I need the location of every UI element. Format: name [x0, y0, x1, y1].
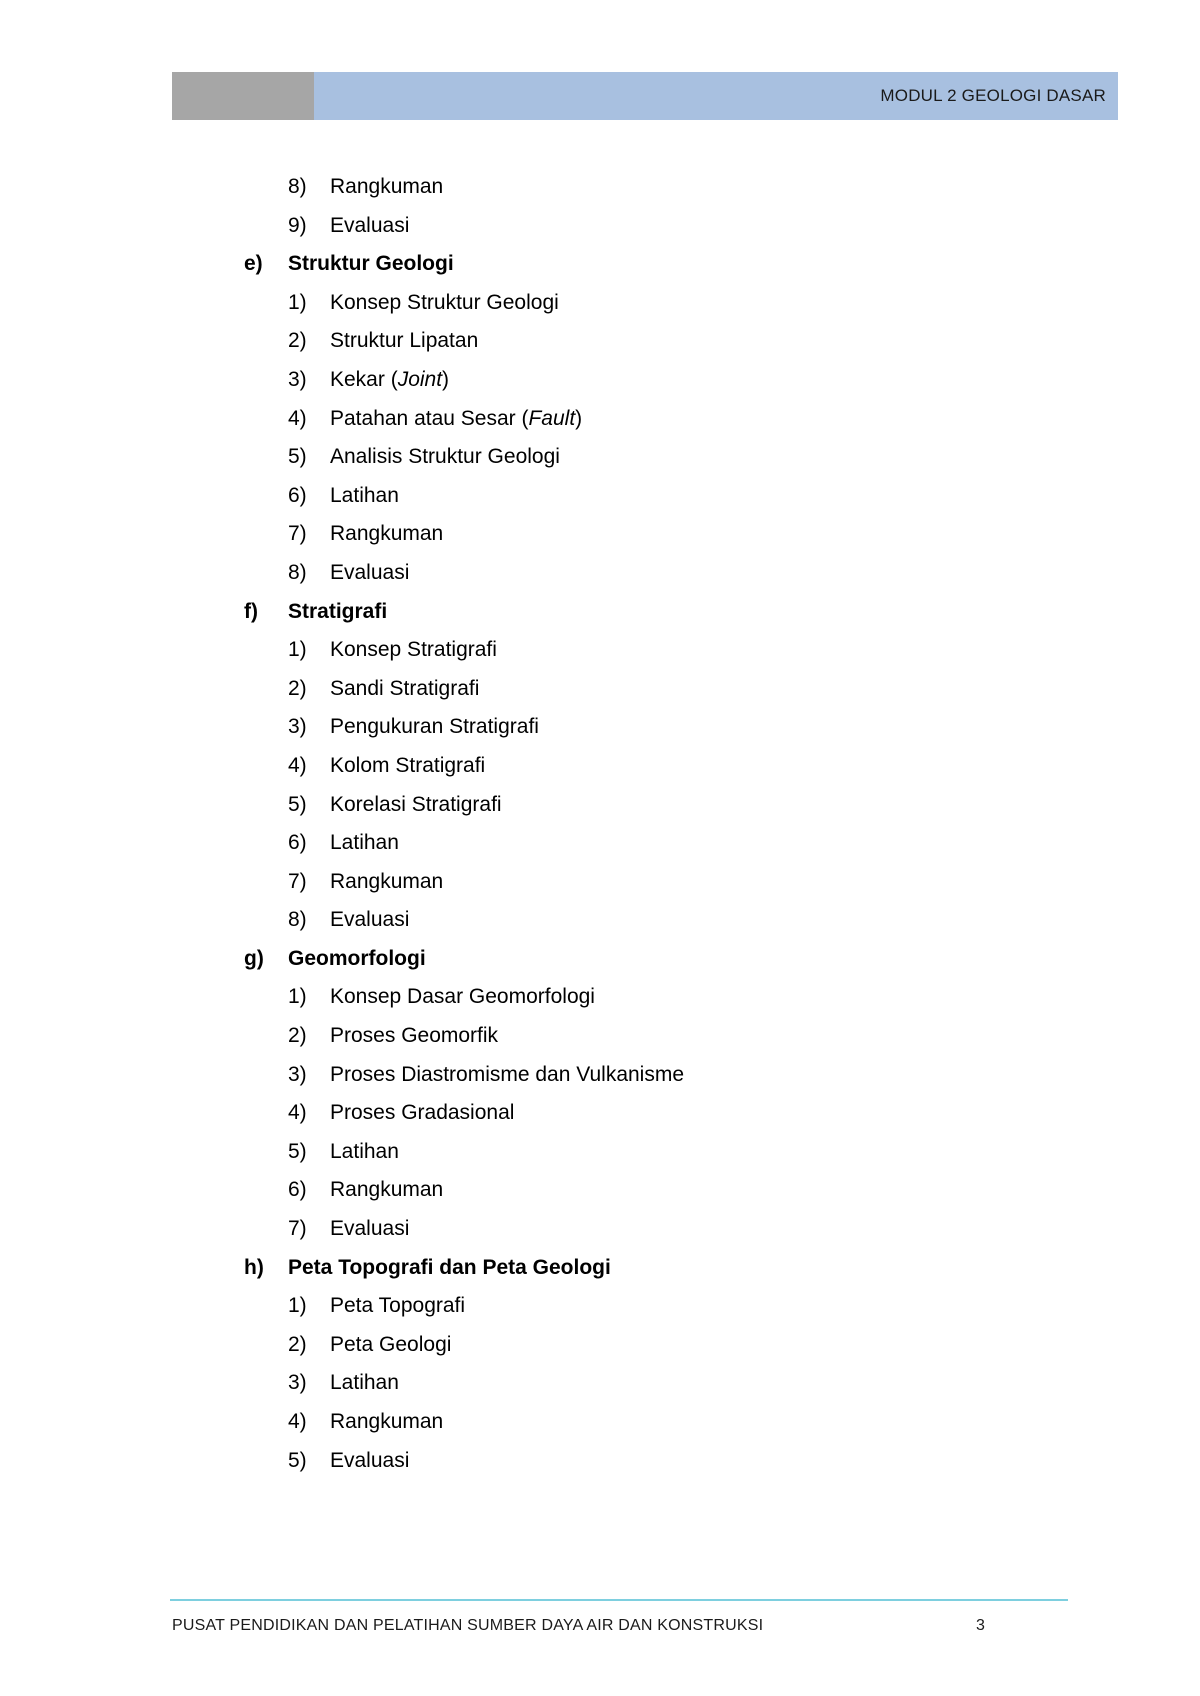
toc-title — [330, 168, 443, 207]
toc-title — [330, 1326, 451, 1365]
toc-title-text: Evaluasi — [330, 1217, 410, 1241]
toc-title-text: Kekar ( — [330, 367, 398, 391]
toc-title — [330, 477, 399, 516]
toc-number: 5) — [288, 1139, 307, 1163]
footer-divider — [170, 1599, 1068, 1601]
toc-title-text: Geomorfologi — [288, 946, 426, 970]
toc-title-text: Struktur Lipatan — [330, 329, 479, 353]
toc-number: 9) — [288, 213, 307, 237]
toc-item — [0, 515, 1200, 554]
toc-item — [0, 863, 1200, 902]
toc-number: 3) — [288, 367, 307, 391]
toc-item — [0, 978, 1200, 1017]
toc-item — [0, 747, 1200, 786]
toc-title-text: Kolom Stratigrafi — [330, 753, 486, 777]
toc-item — [0, 708, 1200, 747]
toc-title-text: Sandi Stratigrafi — [330, 676, 480, 700]
toc-number: 1) — [288, 290, 307, 314]
toc-item — [0, 631, 1200, 670]
toc-item — [0, 400, 1200, 439]
toc-item — [0, 1171, 1200, 1210]
toc-number: 1) — [288, 1294, 307, 1318]
toc-number: 4) — [288, 753, 307, 777]
toc-title-text: Evaluasi — [330, 908, 410, 932]
toc-item — [0, 1287, 1200, 1326]
toc-title — [288, 1249, 611, 1288]
toc-title-text: Peta Topografi — [330, 1294, 466, 1318]
toc-number: 1) — [288, 638, 307, 662]
header-blue-block — [314, 72, 1118, 120]
toc-item — [0, 786, 1200, 825]
toc-title — [330, 1364, 399, 1403]
toc-title-suffix: ) — [575, 406, 583, 430]
toc-title — [288, 245, 454, 284]
toc-title — [330, 438, 560, 477]
module-title: MODUL 2 GEOLOGI DASAR — [880, 86, 1106, 105]
toc-number: 5) — [288, 445, 307, 469]
toc-number: 7) — [288, 522, 307, 546]
toc-item — [0, 554, 1200, 593]
toc-title — [330, 1094, 514, 1133]
toc-title-text: Latihan — [330, 1139, 399, 1163]
toc-item — [0, 322, 1200, 361]
toc-number: e) — [244, 252, 263, 276]
toc-title-text: Evaluasi — [330, 213, 410, 237]
toc-title — [330, 1403, 443, 1442]
toc-number: f) — [244, 599, 258, 623]
toc-title — [330, 747, 485, 786]
toc-title — [330, 515, 443, 554]
toc-title — [330, 1287, 465, 1326]
toc-number: 5) — [288, 1448, 307, 1472]
toc-title — [330, 631, 497, 670]
toc-title-text: Proses Diastromisme dan Vulkanisme — [330, 1062, 685, 1086]
toc-title — [330, 284, 559, 323]
table-of-contents — [0, 168, 1200, 1480]
toc-number: 2) — [288, 329, 307, 353]
toc-item — [0, 1017, 1200, 1056]
toc-number: 6) — [288, 831, 307, 855]
toc-number: 7) — [288, 869, 307, 893]
toc-section — [0, 1249, 1200, 1288]
toc-item — [0, 1326, 1200, 1365]
toc-title-text: Rangkuman — [330, 1410, 444, 1433]
toc-item — [0, 207, 1200, 246]
toc-item — [0, 1094, 1200, 1133]
toc-item — [0, 1056, 1200, 1095]
toc-number: 7) — [288, 1217, 307, 1241]
toc-number: 4) — [288, 1410, 307, 1433]
toc-title-text: Rangkuman — [330, 175, 444, 198]
toc-title-text: Latihan — [330, 831, 399, 855]
toc-title-italic: Joint — [397, 367, 443, 391]
toc-title-text: Konsep Stratigrafi — [330, 638, 497, 662]
toc-number: 2) — [288, 1332, 307, 1356]
toc-title-suffix: ) — [442, 367, 450, 391]
header-gray-block — [172, 72, 314, 120]
toc-number: 1) — [288, 985, 307, 1009]
toc-title — [330, 824, 399, 863]
toc-title — [330, 322, 478, 361]
toc-title-italic: Fault — [528, 406, 576, 430]
toc-title — [330, 863, 443, 902]
toc-number: 4) — [288, 406, 307, 430]
toc-title-text: Patahan atau Sesar ( — [330, 406, 529, 430]
footer-institution: PUSAT PENDIDIKAN DAN PELATIHAN SUMBER DAYA AIR DAN KONSTRUKSI — [172, 1617, 764, 1634]
toc-item — [0, 1442, 1200, 1481]
toc-title-text: Konsep Struktur Geologi — [330, 290, 559, 314]
toc-title-text: Peta Geologi — [330, 1332, 452, 1356]
toc-title — [288, 940, 426, 979]
toc-title — [330, 554, 409, 593]
toc-title-text: Proses Gradasional — [330, 1101, 515, 1125]
toc-number: h) — [244, 1255, 264, 1279]
toc-item — [0, 284, 1200, 323]
toc-number: 4) — [288, 1101, 307, 1125]
toc-section — [0, 593, 1200, 632]
toc-item — [0, 670, 1200, 709]
toc-number: 8) — [288, 175, 307, 198]
toc-title — [330, 207, 409, 246]
toc-title — [288, 593, 387, 632]
toc-title-text: Rangkuman — [330, 522, 444, 546]
toc-item — [0, 824, 1200, 863]
toc-number: 3) — [288, 1371, 307, 1395]
toc-section — [0, 245, 1200, 284]
toc-title-text: Struktur Geologi — [288, 252, 454, 276]
toc-number: g) — [244, 946, 264, 970]
toc-item — [0, 901, 1200, 940]
toc-title-text: Korelasi Stratigrafi — [330, 792, 502, 816]
toc-number: 6) — [288, 483, 307, 507]
toc-title-text: Konsep Dasar Geomorfologi — [330, 985, 595, 1009]
toc-number: 8) — [288, 560, 307, 584]
toc-title — [330, 1133, 399, 1172]
toc-title — [330, 361, 449, 400]
toc-item — [0, 477, 1200, 516]
toc-item — [0, 1210, 1200, 1249]
toc-title-text: Pengukuran Stratigrafi — [330, 715, 539, 739]
toc-item — [0, 438, 1200, 477]
toc-title — [330, 708, 539, 747]
toc-item — [0, 1403, 1200, 1442]
toc-number: 3) — [288, 1062, 307, 1086]
toc-number: 3) — [288, 715, 307, 739]
toc-title-text: Evaluasi — [330, 1448, 410, 1472]
toc-title — [330, 1442, 409, 1481]
toc-title — [330, 1017, 498, 1056]
toc-item — [0, 361, 1200, 400]
toc-title — [330, 400, 582, 439]
toc-item — [0, 1133, 1200, 1172]
toc-number: 5) — [288, 792, 307, 816]
toc-item — [0, 168, 1200, 207]
toc-title — [330, 670, 479, 709]
toc-title — [330, 1171, 443, 1210]
toc-title-text: Rangkuman — [330, 869, 444, 893]
toc-title — [330, 1056, 684, 1095]
toc-title-text: Evaluasi — [330, 560, 410, 584]
toc-title — [330, 786, 502, 825]
toc-number: 8) — [288, 908, 307, 932]
page-header — [172, 72, 1118, 120]
toc-title — [330, 978, 595, 1017]
toc-title-text: Rangkuman — [330, 1178, 444, 1202]
toc-title-text: Analisis Struktur Geologi — [330, 445, 560, 469]
toc-title — [330, 901, 409, 940]
toc-title-text: Proses Geomorfik — [330, 1024, 499, 1048]
toc-title-text: Stratigrafi — [288, 599, 388, 623]
toc-section — [0, 940, 1200, 979]
toc-number: 6) — [288, 1178, 307, 1202]
toc-title — [330, 1210, 409, 1249]
toc-number: 2) — [288, 676, 307, 700]
toc-number: 2) — [288, 1024, 307, 1048]
toc-item — [0, 1364, 1200, 1403]
toc-title-text: Latihan — [330, 483, 399, 507]
toc-title-text: Latihan — [330, 1371, 399, 1395]
toc-title-text: Peta Topografi dan Peta Geologi — [288, 1255, 611, 1279]
page-number: 3 — [976, 1617, 985, 1634]
